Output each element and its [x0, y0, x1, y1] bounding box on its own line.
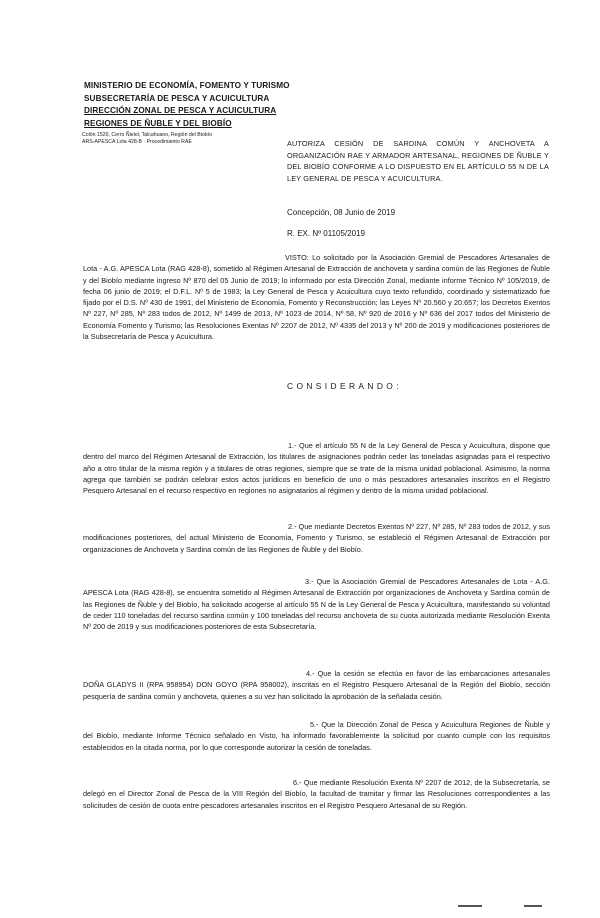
visto-text: Lo solicitado por la Asociación Gremial de Pescadores Artesanales de Lota - A.G. APESCA Lota (RAG 428-8), sometido al Régimen Artesanal de Extracción de anchoveta y sardina común de las Regiones de Ñuble y del Biobío mediante ingreso Nº 870 del 05 Junio de 2019; lo informado por esta Dirección Zonal, mediante informe Técnico Nº 105/2019, de fecha 06 junio de 2019; el D.F.L. Nº 5 de 1983; la Ley General de Pesca y Acuicultura cuyo texto refundido, coordinado y sistematizado fue fijado por el D.S. Nº 430 de 1991, del Ministerio de Economía, Fomento y Reconstrucción; las Leyes Nº 20.560 y 20.657; los Decretos Exentos Nº 227, Nº 285, Nº 283 todos de 2012, Nº 1499 de 2013, Nº 1023 de 2014, Nº 58, Nº 920 de 2016 y Nº 636 del 2017 todos del Ministerio de Economía Fomento y Turismo; las Resoluciones Exentas Nº 2207 de 2012, Nº 4335 del 2013 y Nº 200 de 2019 y modificaciones posteriores de la Subsecretaría de Pesca y Acuicultura.	[83, 253, 550, 342]
letterhead	[84, 80, 304, 130]
letterhead-regiones: REGIONES DE ÑUBLE Y DEL BIOBÍO	[84, 118, 232, 128]
resolution-number: R. EX. Nº 01105/2019	[287, 229, 365, 238]
address-line-2: ARS-APESCA Lota 428-B · Procedimiento RAE	[82, 139, 192, 145]
letterhead-ministry: MINISTERIO DE ECONOMÍA, FOMENTO Y TURISMO	[84, 81, 290, 90]
letterhead-subsecretaria: SUBSECRETARÍA DE PESCA Y ACUICULTURA	[84, 93, 270, 103]
considerando-4: 4.- Que la cesión se efectúa en favor de las embarcaciones artesanales DOÑA GLADYS II (RPA 958954) DON GOYO (RPA 958002), inscritas en el Registro Pesquero Artesanal de la Región del Biobío, sección pesquería de sardina común y anchoveta, quienes a su vez han solicitado la aprobación de la señalada cesión.	[83, 669, 550, 701]
considerando-1: 1.- Que el artículo 55 N de la Ley General de Pesca y Acuicultura, dispone que dentro del marco del Régimen Artesanal de Extracción, los titulares de asignaciones podrán ceder las toneladas asignadas para el respectivo año a otro titular de la misma región y a titulares de otras regiones, siempre que se trate de la misma unidad poblacional. Asimismo, la norma agrega que también se podrán celebrar estos actos jurídicos en beneficio de uno o más pescadores artesanales inscritos en el Registro Pesquero Artesanal en el recurso respectivo en regiones no asignatarios al régimen y dentro de la misma unidad poblacional.	[83, 441, 550, 496]
considerando-2: 2.- Que mediante Decretos Exentos Nº 227, Nº 285, Nº 283 todos de 2012, y sus modificaciones posteriores, del actual Ministerio de Economía, Fomento y Turismo, se estableció el Régimen Artesanal de Extracción por organizaciones de Anchoveta y Sardina común de las Regiones de Ñuble y del Biobío.	[83, 522, 550, 554]
letterhead-direccion: DIRECCIÓN ZONAL DE PESCA Y ACUICULTURA	[84, 106, 277, 115]
visto-paragraph	[83, 252, 550, 342]
considerando-6: 6.- Que mediante Resolución Exenta Nº 2207 de 2012, de la Subsecretaría, se delegó en el Director Zonal de Pesca de la VIII Región del Biobío, la facultad de tramitar y firmar las Resoluciones correspondientes a las solicitudes de cesión de cuota entre pescadores artesanales inscritos en el Registro Pesquero Artesanal de su Región.	[83, 778, 550, 810]
considerando-heading: CONSIDERANDO:	[287, 381, 402, 391]
letterhead-address	[82, 132, 302, 146]
resolution-date: Concepción, 08 Junio de 2019	[287, 208, 396, 217]
considerando-5: 5.- Que la Dirección Zonal de Pesca y Acuicultura Regiones de Ñuble y del Biobío, mediante Informe Técnico señalado en Visto, ha informado favorablemente la solicitud por cuanto cumple con los requisitos establecidos en la citada norma, por lo que corresponde autorizar la cesión de toneladas.	[83, 720, 550, 752]
resolution-reference: AUTORIZA CESIÓN DE SARDINA COMÚN Y ANCHOVETA A ORGANIZACIÓN RAE Y ARMADOR ARTESANAL, REGIONES DE ÑUBLE Y DEL BIOBÍO CONFORME A LO DISPUESTO EN EL ARTÍCULO 55 N DE LA LEY GENERAL DE PESCA Y ACUICULTURA.	[287, 139, 549, 183]
footer-mark-2	[524, 905, 542, 907]
address-line-1: Colón 1520, Cerro Ñielol, Talcahuano, Región del Biobío	[82, 132, 212, 138]
footer-mark-1	[458, 905, 482, 907]
considerando-3: 3.- Que la Asociación Gremial de Pescadores Artesanales de Lota - A.G. APESCA Lota (RAG 428-8), se encuentra sometido al Régimen Artesanal de Extracción por organizaciones de Anchoveta y Sardina común de las Regiones de Ñuble y del Biobío, ha solicitado acogerse al artículo 55 N de la Ley General de Pesca y Acuicultura, manifestando su voluntad de ceder 110 toneladas del recurso sardina común y 100 toneladas del recurso anchoveta de su cuota autorizada mediante Resolución Exenta Nº 200 de 2019 y sus modificaciones posteriores de esta Subsecretaría.	[83, 577, 550, 632]
visto-label: VISTO:	[285, 253, 309, 262]
